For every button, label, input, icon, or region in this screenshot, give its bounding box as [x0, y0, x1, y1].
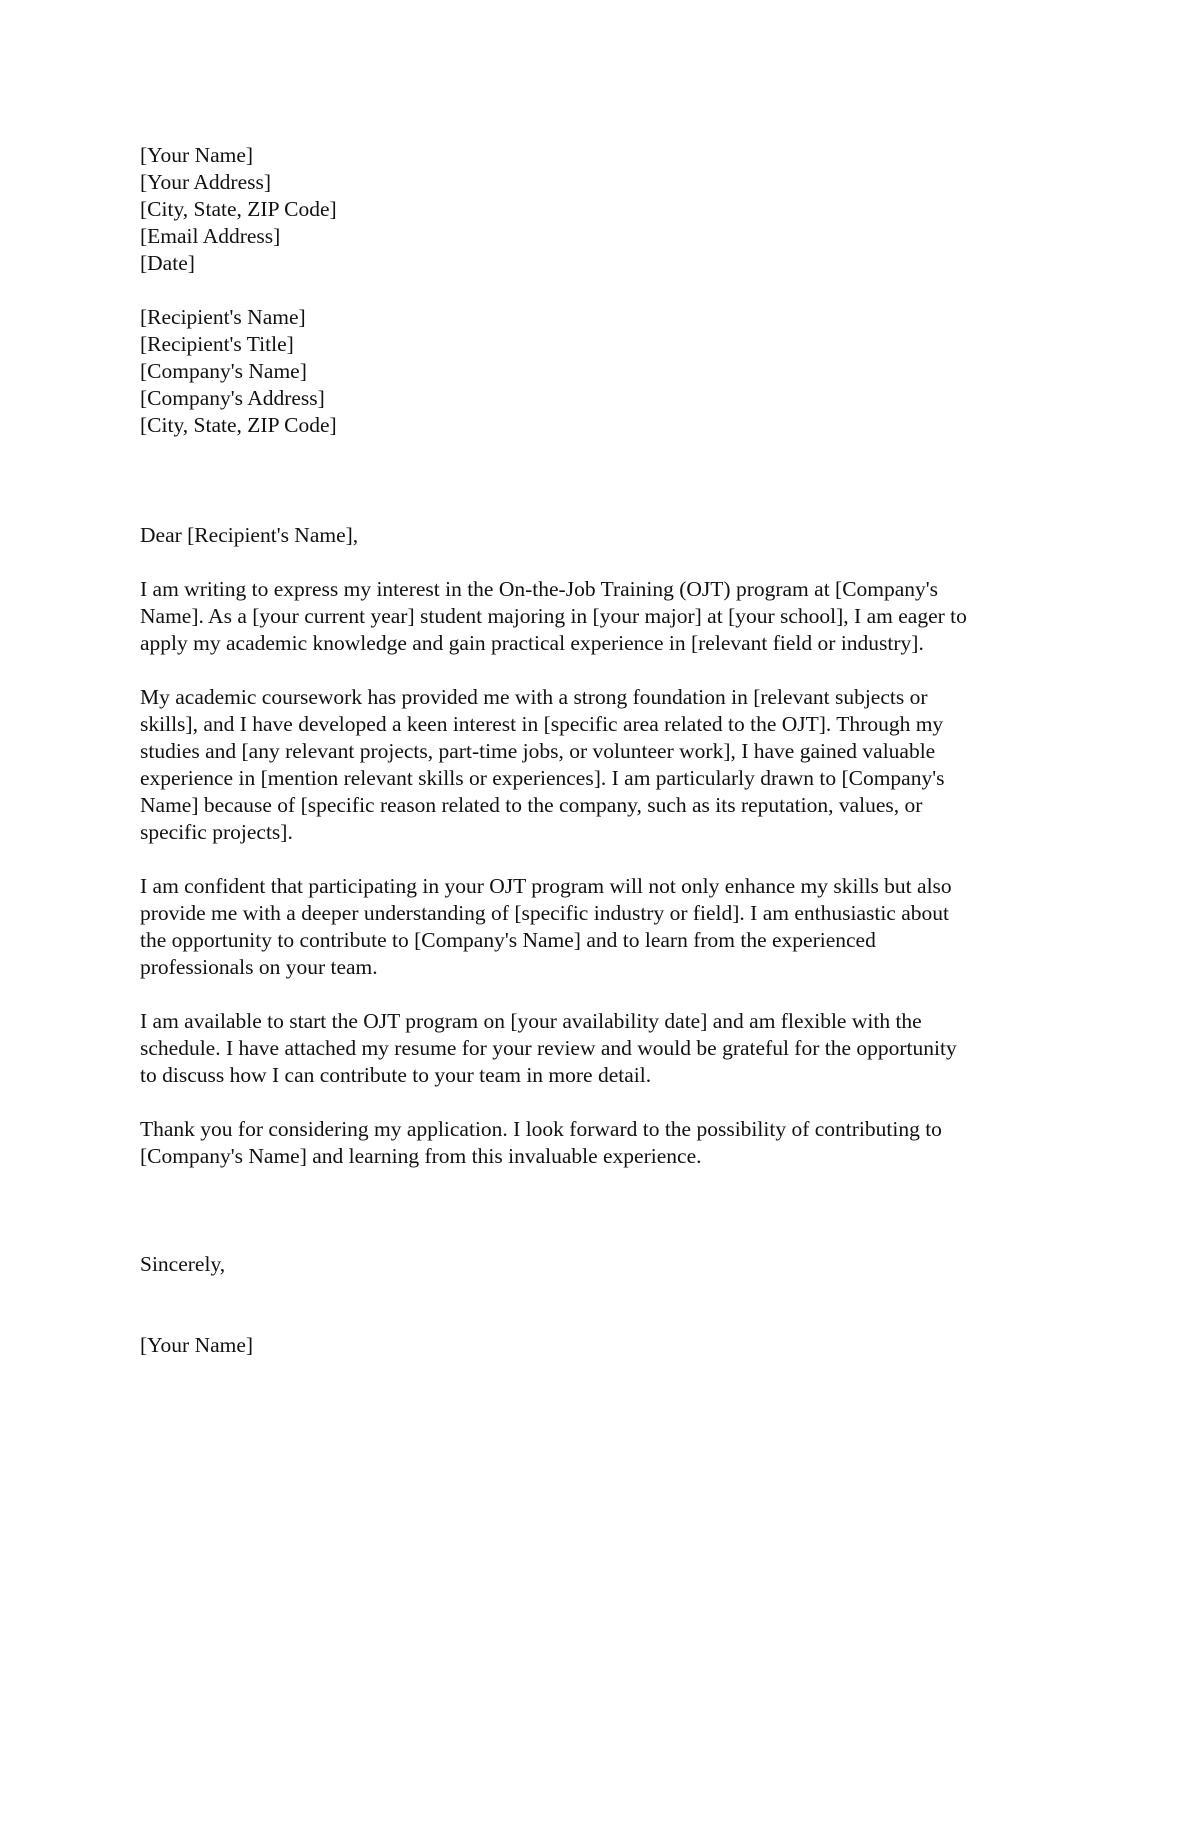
body-paragraph — [140, 1008, 1060, 1089]
recipient-address-block — [140, 304, 1060, 439]
company-address: [Company's Address] — [140, 386, 325, 410]
paragraph-line: [Company's Name] and learning from this invaluable experience. — [140, 1144, 702, 1168]
letter-date: [Date] — [140, 251, 195, 275]
paragraph-line: apply my academic knowledge and gain practical experience in [relevant field or industry]. — [140, 631, 924, 655]
paragraph-line: professionals on your team. — [140, 955, 378, 979]
recipient-title: [Recipient's Title] — [140, 332, 294, 356]
signature-name: [Your Name] — [140, 1333, 254, 1357]
body-paragraph — [140, 1116, 1060, 1170]
sender-city-state-zip: [City, State, ZIP Code] — [140, 197, 337, 221]
paragraph-line: provide me with a deeper understanding of [specific industry or field]. I am enthusiastic about — [140, 901, 949, 925]
sender-address: [Your Address] — [140, 170, 272, 194]
company-name: [Company's Name] — [140, 359, 307, 383]
paragraph-line: the opportunity to contribute to [Company's Name] and to learn from the experienced — [140, 928, 876, 952]
paragraph-line: to discuss how I can contribute to your team in more detail. — [140, 1063, 652, 1087]
paragraph-line: studies and [any relevant projects, part-time jobs, or volunteer work], I have gained valuable — [140, 739, 936, 763]
paragraph-line: Name] because of [specific reason related to the company, such as its reputation, values, or — [140, 793, 923, 817]
body-paragraph — [140, 873, 1060, 981]
paragraph-line: experience in [mention relevant skills or experiences]. I am particularly drawn to [Company's — [140, 766, 945, 790]
paragraph-line: I am writing to express my interest in the On-the-Job Training (OJT) program at [Company's — [140, 577, 939, 601]
paragraph-line: My academic coursework has provided me with a strong foundation in [relevant subjects or — [140, 685, 928, 709]
body-paragraph — [140, 684, 1060, 846]
salutation: Dear [Recipient's Name], — [140, 523, 359, 547]
closing: Sincerely, — [140, 1252, 226, 1276]
sender-name: [Your Name] — [140, 143, 254, 167]
paragraph-line: schedule. I have attached my resume for your review and would be grateful for the opportunity — [140, 1036, 957, 1060]
paragraph-line: I am confident that participating in your OJT program will not only enhance my skills but also — [140, 874, 952, 898]
sender-address-block — [140, 142, 1060, 277]
paragraph-line: skills], and I have developed a keen interest in [specific area related to the OJT]. Through my — [140, 712, 944, 736]
paragraph-line: Name]. As a [your current year] student majoring in [your major] at [your school], I am eager to — [140, 604, 967, 628]
recipient-name: [Recipient's Name] — [140, 305, 306, 329]
paragraph-line: Thank you for considering my application. I look forward to the possibility of contributing to — [140, 1117, 942, 1141]
paragraph-line: specific projects]. — [140, 820, 293, 844]
letter-body — [140, 142, 1060, 1359]
body-paragraph — [140, 576, 1060, 657]
paragraph-line: I am available to start the OJT program on [your availability date] and am flexible with the — [140, 1009, 922, 1033]
company-city-state-zip: [City, State, ZIP Code] — [140, 413, 337, 437]
sender-email: [Email Address] — [140, 224, 281, 248]
